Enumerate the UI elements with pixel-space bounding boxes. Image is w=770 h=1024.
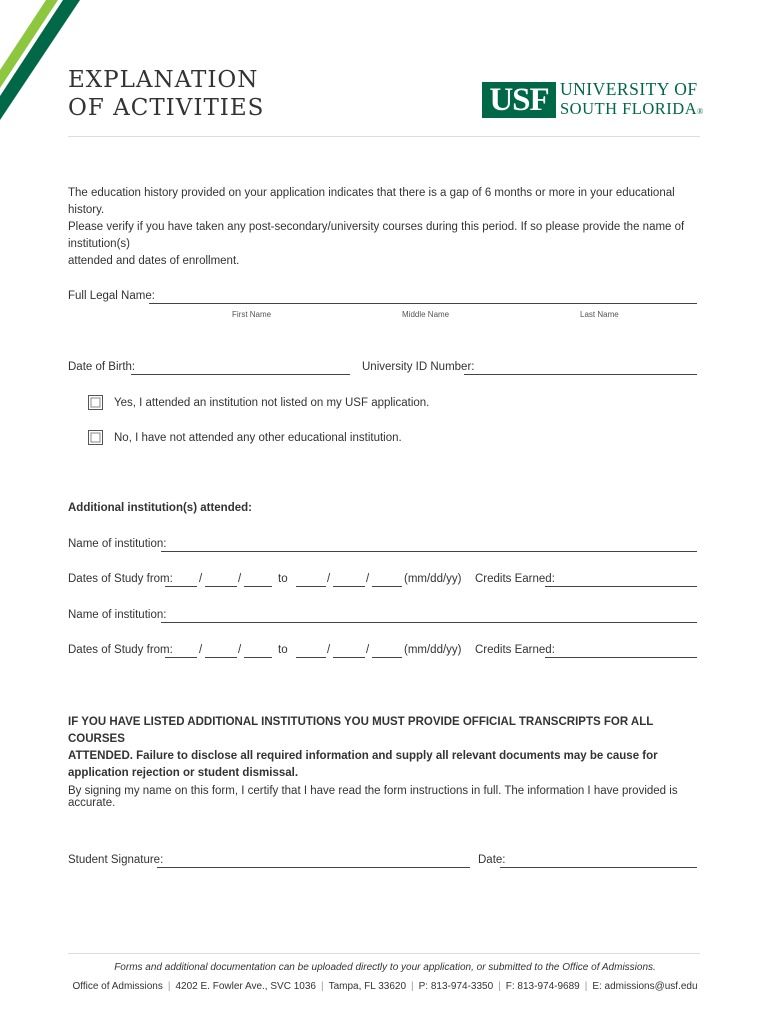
slash: / xyxy=(327,573,331,585)
usf-logo-mark: USF xyxy=(482,82,556,118)
date-label: Date: xyxy=(478,854,506,866)
date-format-hint: (mm/dd/yy) xyxy=(404,573,462,585)
certification-text: By signing my name on this form, I certify that I have read the form instructions in full. The information I have provided is accurate. xyxy=(68,785,678,809)
credits-earned-field-1[interactable] xyxy=(545,572,697,587)
slash: / xyxy=(238,573,242,585)
to-year-1[interactable] xyxy=(372,572,402,587)
last-name-caption: Last Name xyxy=(580,310,619,319)
dates-of-study-label: Dates of Study from: xyxy=(68,573,173,585)
full-name-field[interactable] xyxy=(149,289,697,304)
slash: / xyxy=(238,644,242,656)
institution-name-label: Name of institution: xyxy=(68,609,167,621)
footer-note: Forms and additional documentation can be uploaded directly to your application, or submitted to the Office of Admissions. xyxy=(114,962,656,973)
date-format-hint: (mm/dd/yy) xyxy=(404,644,462,656)
from-year-2[interactable] xyxy=(244,643,272,658)
no-option-label: No, I have not attended any other educational institution. xyxy=(114,432,402,444)
usf-logo-text: UNIVERSITY OF SOUTH FLORIDA® xyxy=(560,79,704,118)
dob-field[interactable] xyxy=(131,360,350,375)
footer-city: Tampa, FL 33620 xyxy=(328,981,407,992)
footer-phone: P: 813-974-3350 xyxy=(418,981,494,992)
page-title: EXPLANATION OF ACTIVITIES xyxy=(68,67,265,121)
slash: / xyxy=(366,573,370,585)
from-month-1[interactable] xyxy=(165,572,197,587)
dates-of-study-label: Dates of Study from: xyxy=(68,644,173,656)
credits-earned-label: Credits Earned: xyxy=(475,573,555,585)
middle-name-caption: Middle Name xyxy=(402,310,450,319)
footer-fax: F: 813-974-9689 xyxy=(505,981,580,992)
slash: / xyxy=(199,644,203,656)
institution-name-label: Name of institution: xyxy=(68,538,167,550)
to-day-2[interactable] xyxy=(333,643,365,658)
footer-email[interactable]: E: admissions@usf.edu xyxy=(592,981,698,992)
institution-name-field-2[interactable] xyxy=(161,608,697,623)
footer-address: 4202 E. Fowler Ave., SVC 1036 xyxy=(175,981,316,992)
slash: / xyxy=(366,644,370,656)
footer-divider xyxy=(68,953,700,954)
to-month-1[interactable] xyxy=(296,572,326,587)
signature-label: Student Signature: xyxy=(68,854,164,866)
date-field[interactable] xyxy=(500,853,697,868)
header-divider xyxy=(68,136,700,137)
slash: / xyxy=(199,573,203,585)
from-day-1[interactable] xyxy=(205,572,237,587)
yes-checkbox[interactable] xyxy=(88,395,103,410)
signature-field[interactable] xyxy=(157,853,470,868)
from-day-2[interactable] xyxy=(205,643,237,658)
to-year-2[interactable] xyxy=(372,643,402,658)
to-label: to xyxy=(278,644,288,656)
credits-earned-field-2[interactable] xyxy=(545,643,697,658)
from-year-1[interactable] xyxy=(244,572,272,587)
to-label: to xyxy=(278,573,288,585)
university-id-field[interactable] xyxy=(464,360,697,375)
intro-text: The education history provided on your application indicates that there is a gap of 6 months or more in your educational history. Please verify if you have taken any post-secondary/university courses during this period. If so please provide the name of institution(s) attended and dates of enrollment. xyxy=(68,187,685,267)
additional-heading: Additional institution(s) attended: xyxy=(68,502,252,514)
credits-earned-label: Credits Earned: xyxy=(475,644,555,656)
to-month-2[interactable] xyxy=(296,643,326,658)
footer-contact: Office of Admissions | 4202 E. Fowler Ave., SVC 1036 | Tampa, FL 33620 | P: 813-974-3350 | F: 813-974-9689 | E: admissions@usf.edu xyxy=(72,981,698,992)
dob-label: Date of Birth: xyxy=(68,361,136,373)
footer-office: Office of Admissions xyxy=(72,981,163,992)
institution-name-field-1[interactable] xyxy=(161,537,697,552)
first-name-caption: First Name xyxy=(232,310,272,319)
yes-option-label: Yes, I attended an institution not listed on my USF application. xyxy=(114,397,430,409)
university-id-label: University ID Number: xyxy=(362,361,475,373)
full-name-label: Full Legal Name: xyxy=(68,290,155,302)
no-checkbox[interactable] xyxy=(88,430,103,445)
to-day-1[interactable] xyxy=(333,572,365,587)
transcript-warning: IF YOU HAVE LISTED ADDITIONAL INSTITUTIONS YOU MUST PROVIDE OFFICIAL TRANSCRIPTS FOR ALL COURSES ATTENDED. Failure to disclose all required information and supply all relevant documents may be cause for application rejection or student dismissal. xyxy=(68,716,658,779)
slash: / xyxy=(327,644,331,656)
from-month-2[interactable] xyxy=(165,643,197,658)
